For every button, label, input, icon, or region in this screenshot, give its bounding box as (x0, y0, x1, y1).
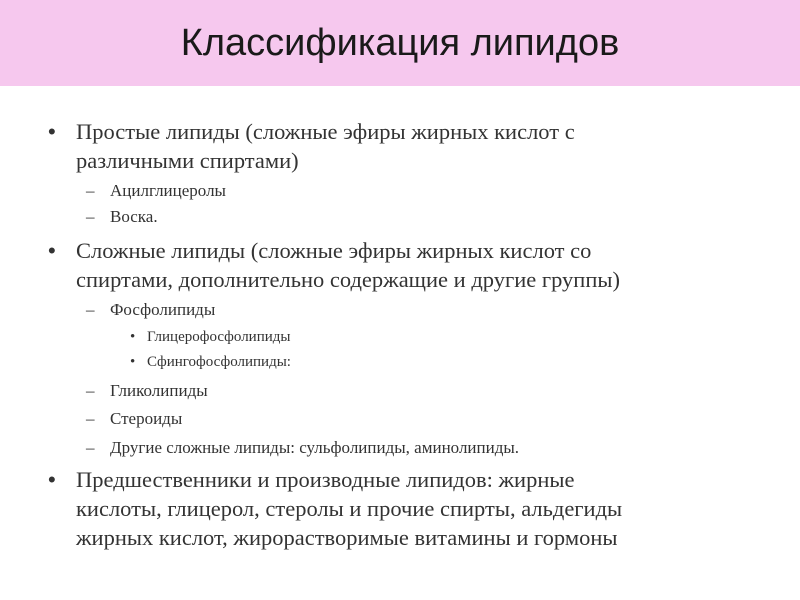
sub-bullet-marker: – (86, 181, 95, 200)
bullet-precursors-derivatives (76, 465, 776, 552)
sub-sub-bullet-glycerophospholipids: Глицерофосфолипиды (147, 329, 291, 345)
bullet-line: Сложные липиды (сложные эфиры жирных кислот со (76, 238, 592, 263)
bullet-marker: • (48, 119, 56, 144)
sub-bullet-marker: – (86, 409, 95, 428)
bullet-complex-lipids (76, 236, 776, 294)
sub-bullet-waxes: Воска. (110, 207, 158, 226)
bullet-line: Предшественники и производные липидов: жирные (76, 467, 575, 492)
sub-bullet-phospholipids: Фосфолипиды (110, 300, 216, 319)
bullet-line: жирных кислот, жирорастворимые витамины и гормоны (76, 525, 618, 550)
bullet-line: Простые липиды (сложные эфиры жирных кислот с (76, 119, 575, 144)
bullet-line: различными спиртами) (76, 148, 299, 173)
bullet-line: спиртами, дополнительно содержащие и другие группы) (76, 267, 620, 292)
sub-sub-bullet-sphingophospholipids: Сфингофосфолипиды: (147, 354, 291, 370)
sub-sub-bullet-marker: • (130, 329, 136, 345)
sub-bullet-other-complex-lipids: Другие сложные липиды: сульфолипиды, аминолипиды. (110, 438, 520, 457)
sub-bullet-marker: – (86, 438, 95, 457)
slide-title: Классификация липидов (180, 22, 620, 64)
bullet-marker: • (48, 238, 56, 263)
sub-bullet-acylglycerols: Ацилглицеролы (110, 181, 226, 200)
sub-bullet-glycolipids: Гликолипиды (110, 381, 208, 400)
sub-bullet-steroids: Стероиды (110, 409, 183, 428)
sub-sub-bullet-marker: • (130, 354, 136, 370)
sub-bullet-marker: – (86, 300, 95, 319)
sub-bullet-marker: – (86, 381, 95, 400)
bullet-marker: • (48, 467, 56, 492)
bullet-line: кислоты, глицерол, стеролы и прочие спирты, альдегиды (76, 496, 623, 521)
bullet-simple-lipids (76, 117, 776, 175)
sub-bullet-marker: – (86, 207, 95, 226)
